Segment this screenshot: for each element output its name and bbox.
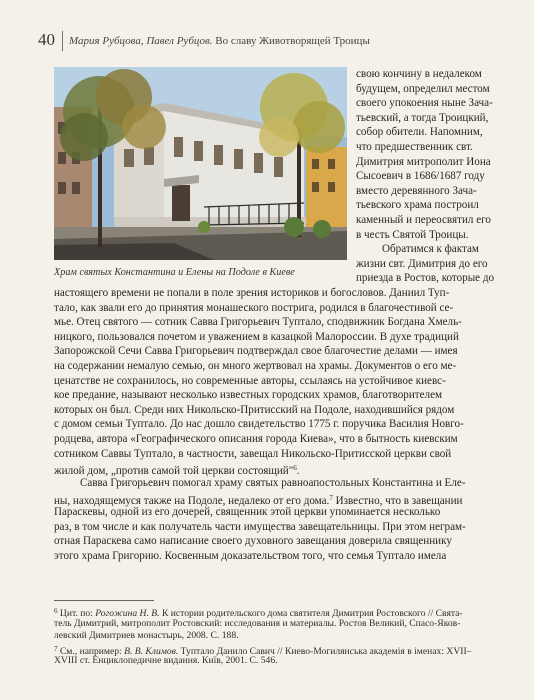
text-fragment: ны, находящемуся также на Подоле, недалеко от его дома. — [54, 494, 330, 507]
text-line: сотником Саввы Туптало, в частности, завещал Никольско-Притисской церкви свой — [54, 447, 452, 460]
footnote-ref-7[interactable]: 7 — [329, 493, 333, 502]
text-line: тьевский, а тогда Троицкий, — [356, 111, 489, 124]
running-header — [38, 30, 508, 50]
text-line: настоящего времени не попали в поле зрения историков и богословов. Даниил Туп- — [54, 287, 450, 299]
figure-caption: Храм святых Константина и Елены на Подоле в Киеве — [54, 267, 295, 278]
text-line: в честь Святой Троицы. — [356, 228, 469, 241]
header-authors: Мария Рубцова, Павел Рубцов. — [69, 35, 213, 47]
text-fragment: жилой дом, „против самой той церкви состоящий" — [54, 465, 294, 478]
page-number: 40 — [38, 30, 55, 49]
text-line: которых он был. Среди них Никольско-Притисский на Подоле, находившийся рядом — [54, 403, 455, 416]
footnote-line: тель Димитрий, митрополит Ростовский: исследования и материалы. Ростов Великий, Спасо-Яков- — [54, 617, 461, 629]
text-line: Обратимся к фактам — [382, 243, 479, 256]
footnote-lead: См., например: — [59, 645, 122, 657]
footnote-number: 7 — [54, 644, 58, 653]
header-book-title: Во славу Животворящей Троицы — [215, 35, 370, 47]
text-line: родцева, автора «Географического описания города Киева», что в бытность киевским — [54, 432, 458, 445]
text-line: Запорожской Сечи Савва Григорьевич подтверждал свое благочестие делами — имея — [54, 345, 458, 358]
text-line: ницкого, пользовался почетом и уважением в казацкой Малороссии. В духе традиций — [54, 330, 459, 343]
text-line: жилой дом, „против самой той церкви состоящий"$^6$. — [54, 464, 300, 478]
text-line: тало, как звали его до принятия монашеского пострига, родился в благочестивой се- — [54, 301, 454, 314]
text-line — [54, 491, 498, 506]
header-divider — [62, 31, 63, 51]
footnote-number: 6 — [54, 607, 58, 615]
text-line: Савва Григорьевич помогал храму святых равноапостольных Константина и Еле- — [80, 477, 466, 489]
paragraph-1 — [54, 286, 498, 476]
text-line: свою кончину в недалеком — [356, 68, 482, 80]
footnote-text: Туптало Данило Савич // Киево-Могилянська академія в іменах: XVII– — [180, 645, 472, 657]
text-fragment: Известно, что в завещании — [332, 494, 463, 507]
footnote-line: XVIII ст. Енциклопедичне видання. Київ, 2001. С. 546. — [54, 655, 278, 667]
text-line: каменный и переосвятил его — [356, 213, 491, 226]
church-photo-image — [54, 67, 347, 260]
text-line: собор обители. Напомним, — [356, 126, 483, 139]
footnote-author: Рогожина Н. В. — [95, 608, 160, 619]
text-line: вместо деревянного Зача- — [356, 184, 477, 197]
text-line: раз, в том числе и как получатель части имущества завещательницы. При этом неграм- — [54, 520, 466, 533]
footnote-6 — [54, 605, 504, 618]
text-line: отная Параскева само написание своего духовного завещания доверила священнику — [54, 535, 452, 548]
text-line: приезда в Ростов, которые до — [356, 272, 495, 285]
right-column-text — [356, 67, 498, 286]
paragraph-2 — [54, 476, 498, 564]
text-line: своего упокоения ныне Зача- — [356, 97, 493, 110]
footnote-line: левский Димитриев монастырь, 2008. С. 188. — [54, 630, 239, 642]
footnote-author: В. В. Климов. — [124, 645, 179, 657]
text-line: кое предание, называют несколько известных городских храмов, благотворителем — [54, 389, 443, 402]
text-line: жизни свт. Димитрия до его — [356, 257, 488, 270]
text-line: ценатстве не сохранилось, но современные авторы, ссылаясь на устойчивое киевс- — [54, 374, 446, 387]
text-line: Параскевы, одной из его дочерей, священник этой церкви упоминается несколько — [54, 506, 441, 519]
footnote-text: К истории родительского дома святителя Димитрия Ростовского // Свята- — [161, 608, 463, 619]
text-line: на содержании немалую семью, он много жертвовал на храмы. Документов о его ме- — [54, 359, 457, 372]
text-line: с домом семьи Туптало. До нас дошло свидетельство 1775 г. поручика Василия Новго- — [54, 418, 464, 431]
text-line: Сысоевич в 1686/1687 году — [356, 170, 485, 183]
header-title — [69, 34, 370, 48]
footnote-lead: Цит. по: — [59, 608, 93, 619]
text-line: что предшественник свт. — [356, 140, 473, 153]
footnote-ref-6[interactable]: 6 — [293, 464, 297, 473]
text-line: Димитрия митрополит Иона — [356, 155, 491, 168]
footnote-7 — [54, 643, 504, 656]
church-photo — [54, 67, 347, 260]
text-line: этого храма Григорию. Косвенным доказательством того, что семья Туптало имела — [54, 549, 447, 562]
text-line: тьевского храма построил — [356, 199, 479, 212]
text-line: будущем, определил местом — [356, 82, 490, 95]
footnotes — [54, 605, 504, 668]
text-line: мье. Отец святого — сотник Савва Григорьевич Туптало, сподвижник Богдана Хмель- — [54, 316, 462, 329]
footnote-rule — [54, 600, 154, 601]
